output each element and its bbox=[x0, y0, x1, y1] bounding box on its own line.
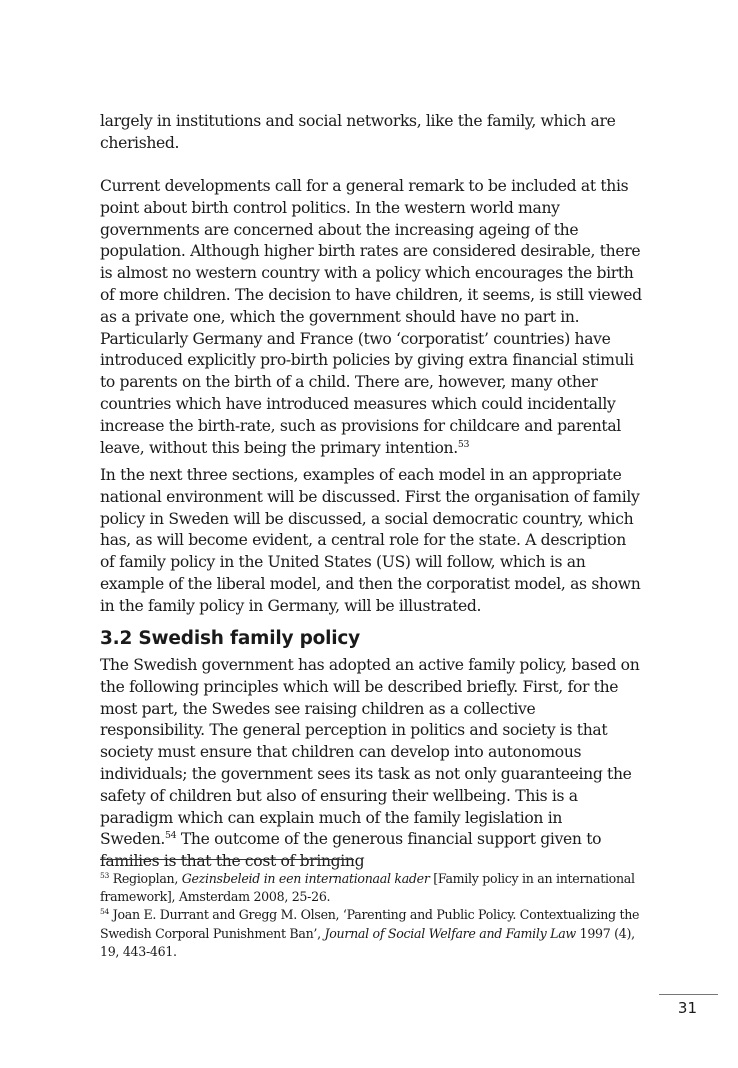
footnote-text: 1997 (4), 19, 443-461. bbox=[100, 925, 635, 959]
footnote-text: Joan E. Durrant and Gregg M. Olsen, ‘Parenting and Public Policy. Contextualizing the Swedish Corporal Punishment Ban’, bbox=[100, 907, 640, 941]
section-heading: 3.2 Swedish family policy bbox=[100, 628, 361, 649]
footnote-title: Journal of Social Welfare and Family Law bbox=[324, 925, 576, 941]
paragraph-4-text-a: The Swedish government has adopted an active family policy, based on the following principles which will be described briefly. First, for the most part, the Swedes see raising children as a collective responsibility. The general perception in politics and society is that society must ensure that children can develop into autonomous individuals; the government sees its task as not only guaranteeing the safety of children but also of ensuring their wellbeing. This is a paradigm which can explain much of the family legislation in Sweden. bbox=[100, 656, 640, 849]
body-paragraph-2 bbox=[100, 176, 642, 459]
page-number: 31 bbox=[677, 999, 697, 1017]
footnote-ref-53[interactable]: 53 bbox=[457, 438, 470, 450]
page-number-divider bbox=[659, 994, 718, 995]
footnote-53 bbox=[100, 870, 645, 906]
footnote-ref-54[interactable]: 54 bbox=[165, 830, 177, 842]
footnote-number: 53 bbox=[100, 870, 110, 880]
body-paragraph-4 bbox=[100, 655, 642, 873]
footnote-divider bbox=[100, 859, 354, 860]
footnote-54 bbox=[100, 906, 645, 961]
footnote-text: [Family policy in an international framework], Amsterdam 2008, 25-26. bbox=[100, 871, 635, 905]
footnote-number: 54 bbox=[100, 907, 110, 917]
footnote-text: Regioplan, bbox=[109, 871, 182, 886]
footnote-title: Gezinsbeleid in een internationaal kader bbox=[181, 871, 430, 886]
paragraph-4-text-b: The outcome of the generous financial support given to families is that the cost of bringing bbox=[100, 830, 602, 871]
paragraph-2-text: Current developments call for a general remark to be included at this point about birth control politics. In the western world many governments are concerned about the increasing ageing of the population. Although higher birth rates are considered desirable, there is almost no western country with a policy which encourages the birth of more children. The decision to have children, it seems, is still viewed as a private one, which the government should have no part in. Particularly Germany and France (two ‘corporatist’ countries) have introduced explicitly pro-birth policies by giving extra financial stimuli to parents on the birth of a child. There are, however, many other countries which have introduced measures which could incidentally increase the birth-rate, such as provisions for childcare and parental leave, without this being the primary intention. bbox=[100, 177, 642, 457]
footnotes bbox=[100, 870, 645, 961]
body-paragraph-3: In the next three sections, examples of each model in an appropriate national environment will be discussed. First the organisation of family policy in Sweden will be discussed, a social democratic country, which has, as will become evident, a central role for the state. A description of family policy in the United States (US) will follow, which is an example of the liberal model, and then the corporatist model, as shown in the family policy in Germany, will be illustrated. bbox=[100, 466, 641, 615]
body-paragraph-1: largely in institutions and social networks, like the family, which are cherished. bbox=[100, 112, 616, 152]
